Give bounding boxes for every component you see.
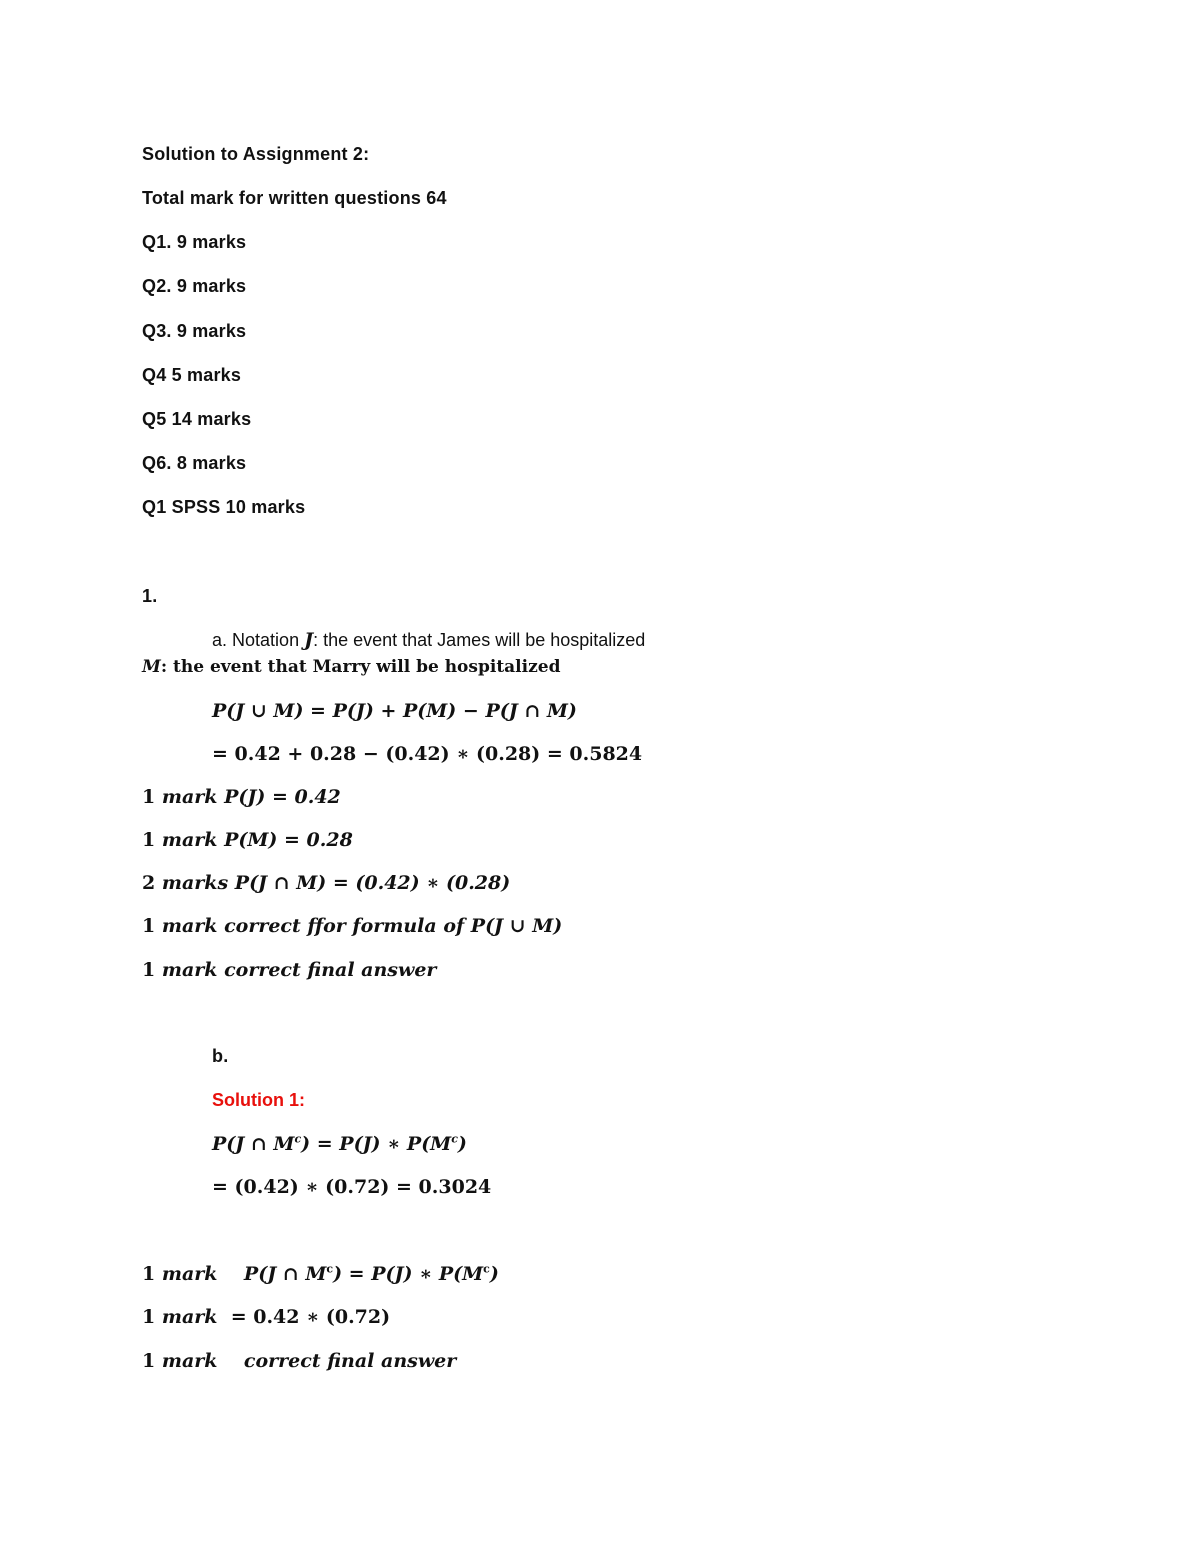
b-mark-row-1: 1 mark P(J ∩ $M^c) = P(J)$ ∗ $P(M^c)$ xyxy=(142,1262,499,1285)
page-title: Solution to Assignment 2: xyxy=(142,144,370,164)
notation-line xyxy=(212,629,645,651)
mark-row-5: 1 mark correct final answer xyxy=(142,959,437,981)
mark-row-4: 1 mark correct ffor formula of P(J ∪ M) xyxy=(142,915,563,937)
b-mark-row-3: 1 mark correct final answer xyxy=(142,1350,457,1372)
part-b-label: b. xyxy=(212,1046,229,1066)
union-calculation: = 0.42 + 0.28 − (0.42) ∗ (0.28) = 0.5824 xyxy=(212,743,643,765)
marks-q3: Q3. 9 marks xyxy=(142,321,247,341)
m-notation-line xyxy=(142,657,560,677)
intersection-calculation: = (0.42) ∗ (0.72) = 0.3024 xyxy=(212,1176,492,1198)
intersection-formula: P(J ∩ $M^c) = P(J)$ ∗ $P(M^c)$ xyxy=(212,1132,467,1155)
m-variable: M xyxy=(142,657,161,677)
part-a-label: a. xyxy=(212,630,228,650)
j-description: : the event that James will be hospitalized xyxy=(313,630,646,650)
mark-row-2: 1 mark P(M) = 0.28 xyxy=(142,829,353,851)
m-description: : the event that Marry will be hospitalized xyxy=(160,657,561,677)
solution-1-label: Solution 1: xyxy=(212,1090,305,1110)
j-variable: J xyxy=(304,629,314,651)
union-formula: P(J ∪ M) = P(J) + P(M) − P(J ∩ M) xyxy=(212,700,577,722)
marks-q1: Q1. 9 marks xyxy=(142,232,247,252)
marks-q6: Q6. 8 marks xyxy=(142,453,247,473)
marks-q5: Q5 14 marks xyxy=(142,409,252,429)
b-mark-row-2: 1 mark = 0.42 ∗ (0.72) xyxy=(142,1306,391,1328)
marks-q4: Q4 5 marks xyxy=(142,365,242,385)
question-number: 1. xyxy=(142,586,158,606)
marks-spss: Q1 SPSS 10 marks xyxy=(142,497,306,517)
mark-row-1: 1 mark P(J) = 0.42 xyxy=(142,786,341,808)
total-mark-line: Total mark for written questions 64 xyxy=(142,188,447,208)
marks-q2: Q2. 9 marks xyxy=(142,276,247,296)
notation-word: Notation xyxy=(232,630,300,650)
mark-row-3: 2 marks P(J ∩ M) = (0.42) ∗ (0.28) xyxy=(142,872,511,894)
